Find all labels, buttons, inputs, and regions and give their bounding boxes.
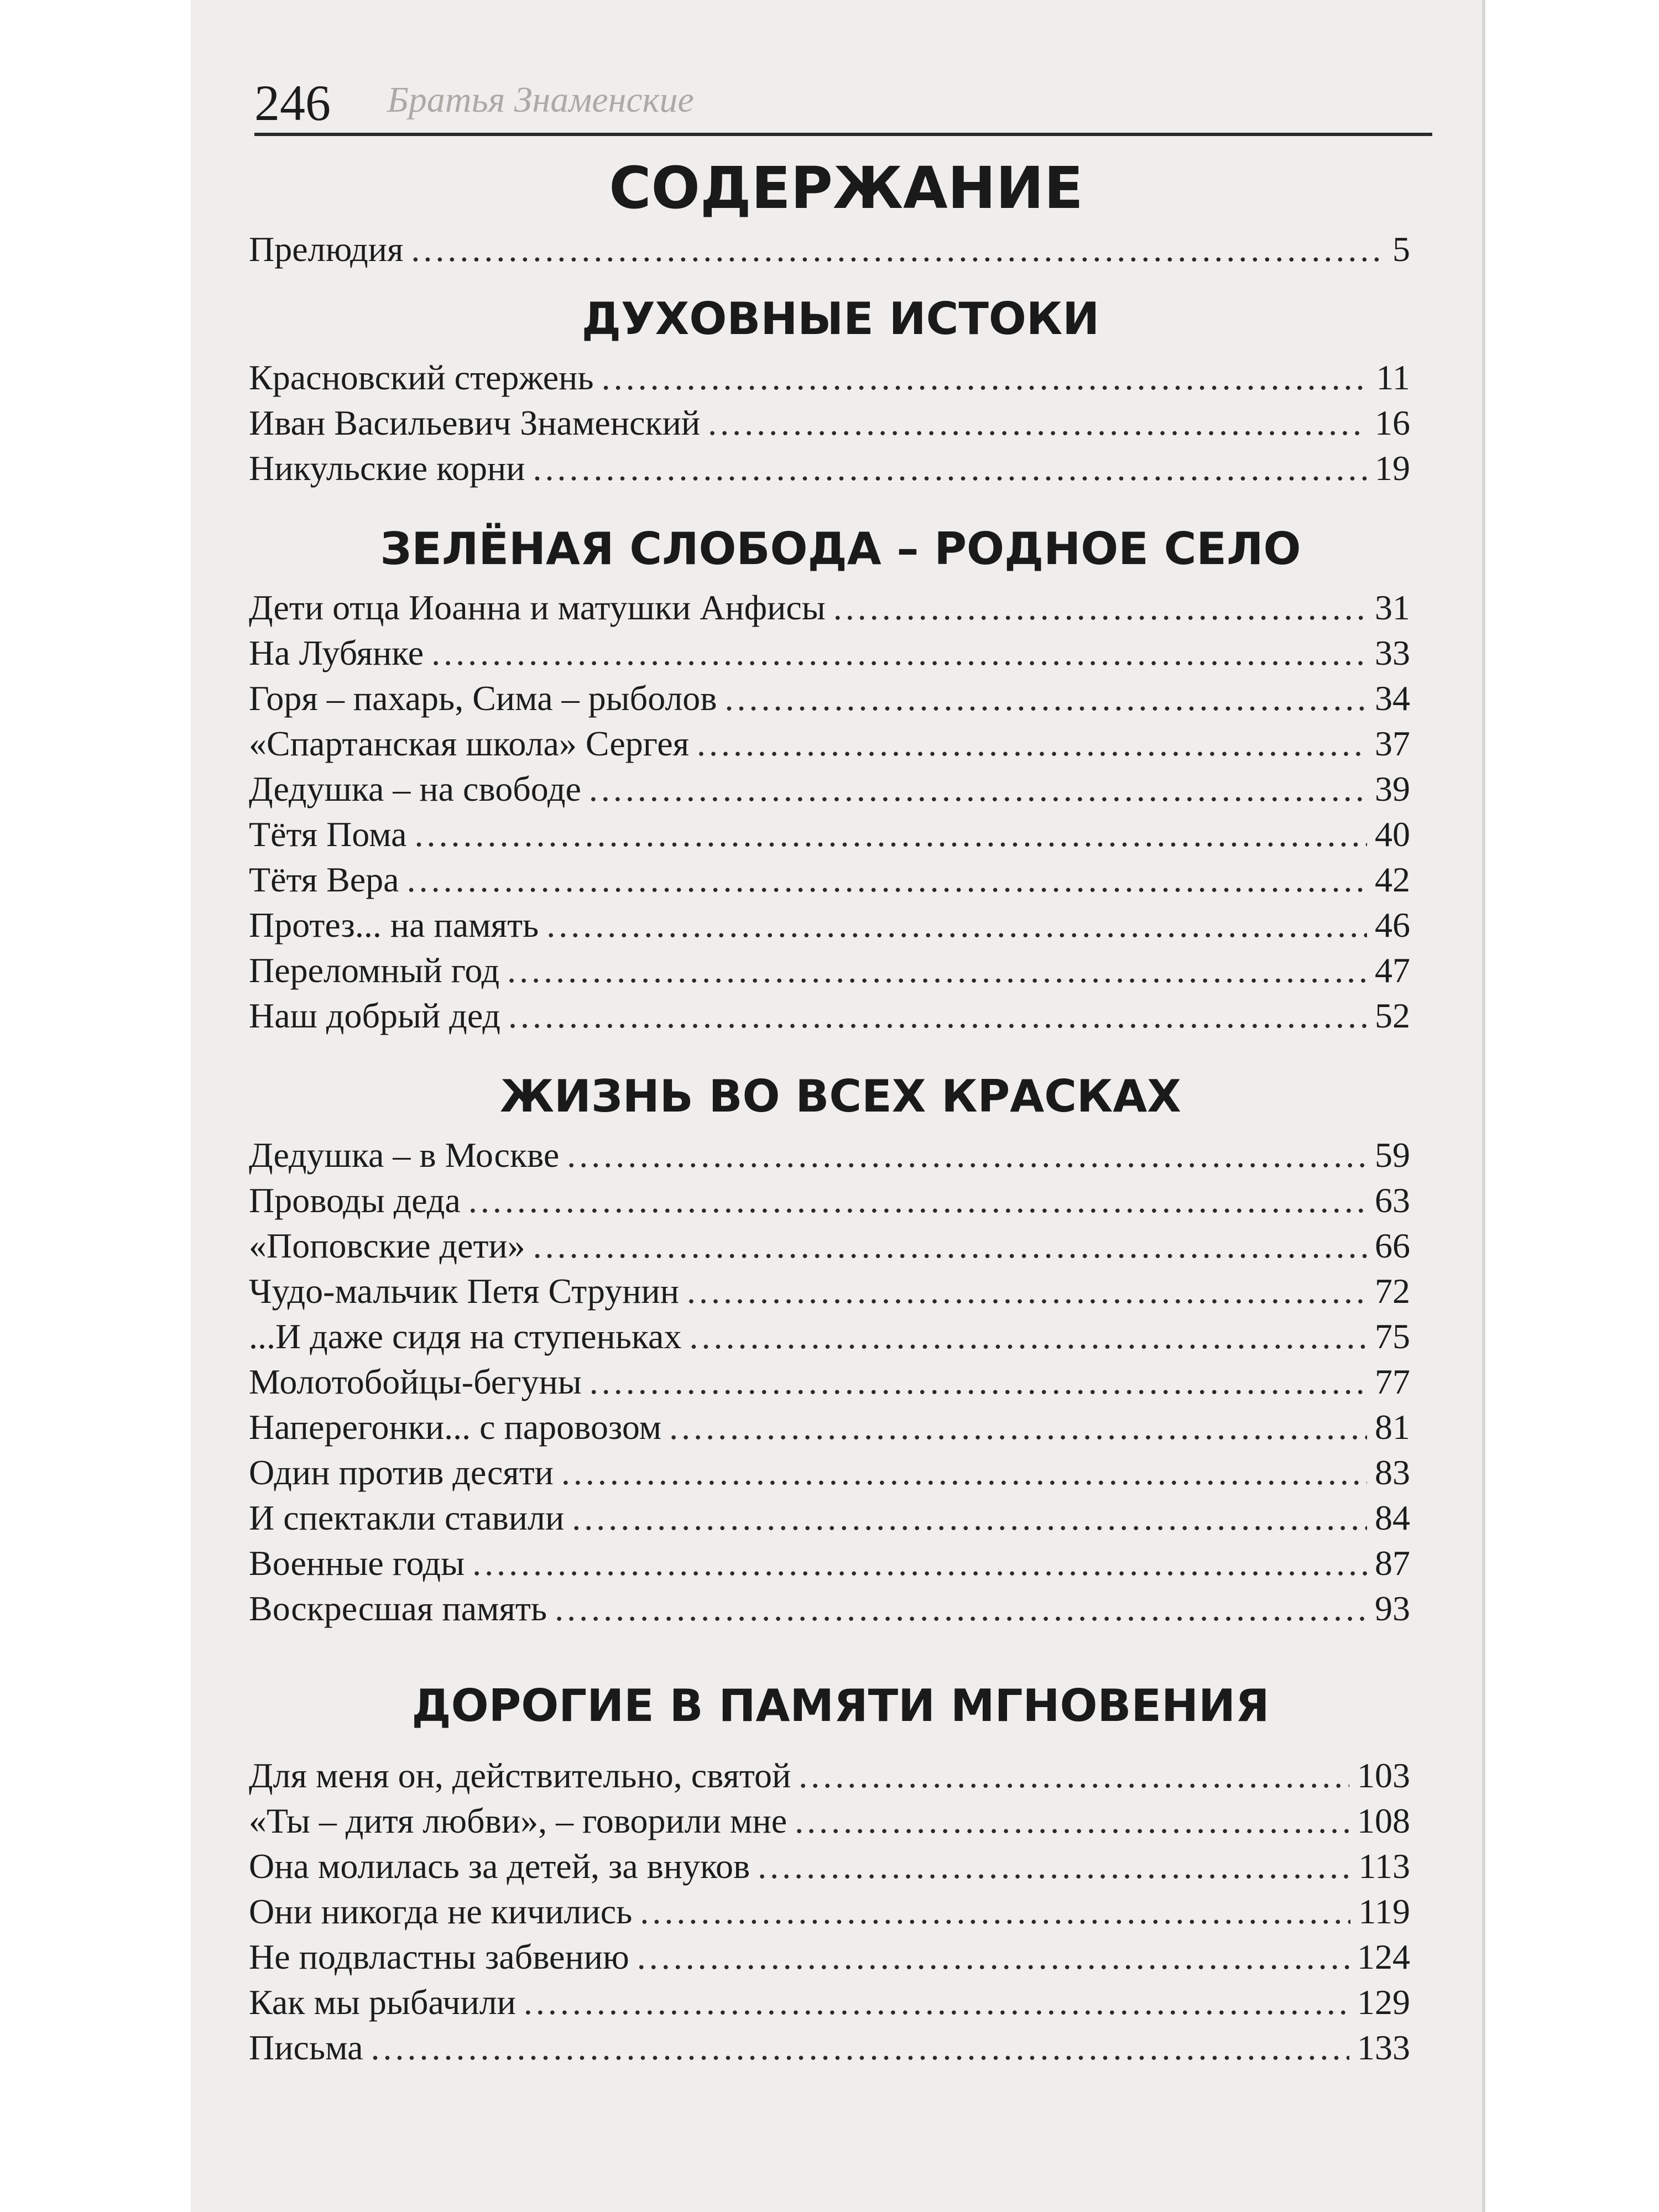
- toc-entry: [249, 446, 1410, 491]
- toc-entry-page: 47: [1375, 951, 1410, 990]
- section-title-spiritual-roots: ДУХОВНЫЕ ИСТОКИ: [581, 293, 1100, 345]
- header-rule: [254, 133, 1432, 136]
- page-edge: [1482, 0, 1485, 2212]
- toc-entry-page: 133: [1357, 2028, 1410, 2067]
- toc-entry: [249, 902, 1410, 948]
- dot-leader: [602, 355, 1369, 400]
- toc-entry-page: 52: [1375, 996, 1410, 1035]
- toc-entry-title: Переломный год: [249, 951, 500, 990]
- toc-entry-page: 33: [1375, 633, 1410, 672]
- toc-entry-title: Наш добрый дед: [249, 996, 500, 1035]
- toc-entry-title: Не подвластны забвению: [249, 1937, 629, 1976]
- toc-entry-page: 129: [1357, 1983, 1410, 2022]
- toc-entry-page: 63: [1375, 1181, 1410, 1220]
- dot-leader: [533, 446, 1367, 491]
- page-header: [254, 72, 1432, 144]
- dot-leader: [589, 766, 1367, 812]
- dot-leader: [468, 1178, 1367, 1223]
- toc-entry-page: 87: [1375, 1543, 1410, 1583]
- toc-entry-page: 42: [1375, 860, 1410, 899]
- toc-entry: [249, 1495, 1410, 1541]
- toc-entry-title: Горя – пахарь, Сима – рыболов: [249, 679, 717, 718]
- toc-entry-title: Проводы деда: [249, 1181, 461, 1220]
- toc-entry: [249, 812, 1410, 857]
- toc-entry: [249, 1450, 1410, 1495]
- toc-entry-page: 59: [1375, 1135, 1410, 1175]
- toc-entry-page: 77: [1375, 1362, 1410, 1401]
- toc-entry: [249, 2025, 1410, 2070]
- toc-entry-page: 124: [1357, 1937, 1410, 1976]
- dot-leader: [431, 630, 1367, 676]
- toc-entry-title: Никульские корни: [249, 448, 525, 488]
- dot-leader: [689, 1314, 1367, 1359]
- running-title: Братья Знаменские: [387, 80, 694, 120]
- toc-entry-page: 119: [1358, 1892, 1410, 1931]
- dot-leader: [567, 1133, 1367, 1178]
- toc-entry-page: 93: [1375, 1589, 1410, 1628]
- toc-entry: [249, 355, 1410, 400]
- dot-leader: [795, 1798, 1349, 1844]
- toc-entry: [249, 1586, 1410, 1631]
- toc-entry-page: 11: [1376, 358, 1410, 397]
- dot-leader: [371, 2025, 1349, 2070]
- toc-entry: [249, 630, 1410, 676]
- toc-entry-title: Они никогда не кичились: [249, 1892, 633, 1931]
- toc-entry-title: «Ты – дитя любви», – говорили мне: [249, 1801, 787, 1840]
- toc-entry-page: 34: [1375, 679, 1410, 718]
- toc-entry-page: 113: [1358, 1846, 1410, 1886]
- toc-entry: [249, 721, 1410, 766]
- toc-entry: [249, 1133, 1410, 1178]
- toc-entry: [249, 676, 1410, 721]
- dot-leader: [589, 1359, 1367, 1405]
- dot-leader: [411, 227, 1380, 272]
- toc-entry-title: Воскресшая память: [249, 1589, 547, 1628]
- toc-entry: [249, 1178, 1410, 1223]
- toc-entry-page: 37: [1375, 724, 1410, 763]
- toc-entry-page: 5: [1392, 229, 1410, 269]
- toc-entry: [249, 1844, 1410, 1889]
- toc-entry: [249, 1798, 1410, 1844]
- toc-entry-title: Дети отца Иоанна и матушки Анфисы: [249, 588, 826, 627]
- toc-entry-title: И спектакли ставили: [249, 1498, 565, 1537]
- section-title-life-in-all-colors: ЖИЗНЬ ВО ВСЕХ КРАСКАХ: [500, 1071, 1181, 1122]
- toc-entry-title: Военные годы: [249, 1543, 465, 1583]
- dot-leader: [572, 1495, 1367, 1541]
- dot-leader: [472, 1541, 1367, 1586]
- dot-leader: [546, 902, 1367, 948]
- toc-entry-title: Чудо-мальчик Петя Струнин: [249, 1271, 679, 1311]
- toc-entry-title: Она молилась за детей, за внуков: [249, 1846, 750, 1886]
- dot-leader: [833, 585, 1367, 630]
- toc-entry-page: 31: [1375, 588, 1410, 627]
- table-of-contents: [249, 149, 1410, 2070]
- toc-entry-title: Протез... на память: [249, 905, 539, 945]
- toc-entry-title: Один против десяти: [249, 1453, 554, 1492]
- toc-entry: [249, 1753, 1410, 1798]
- dot-leader: [533, 1223, 1367, 1269]
- toc-entry: [249, 1934, 1410, 1980]
- toc-entry-title: «Поповские дети»: [249, 1226, 525, 1265]
- dot-leader: [524, 1980, 1349, 2025]
- toc-entry-title: На Лубянке: [249, 633, 424, 672]
- toc-entry-page: 46: [1375, 905, 1410, 945]
- toc-entry: [249, 1359, 1410, 1405]
- toc-entry: [249, 1980, 1410, 2025]
- dot-leader: [669, 1405, 1367, 1450]
- dot-leader: [708, 400, 1367, 446]
- dot-leader: [508, 993, 1367, 1039]
- toc-entry-page: 72: [1375, 1271, 1410, 1311]
- toc-entry-title: Тётя Вера: [249, 860, 399, 899]
- dot-leader: [758, 1844, 1350, 1889]
- toc-entry-title: Для меня он, действительно, святой: [249, 1756, 791, 1795]
- dot-leader: [697, 721, 1367, 766]
- dot-leader: [415, 812, 1367, 857]
- dot-leader: [637, 1934, 1349, 1980]
- dot-leader: [561, 1450, 1367, 1495]
- toc-entry-title: Письма: [249, 2028, 363, 2067]
- page-number: 246: [254, 75, 331, 131]
- toc-entry: [249, 1223, 1410, 1269]
- toc-entry: [249, 1405, 1410, 1450]
- toc-title: СОДЕРЖАНИЕ: [609, 154, 1083, 222]
- dot-leader: [725, 676, 1368, 721]
- toc-entry: [249, 400, 1410, 446]
- toc-entry-page: 81: [1375, 1407, 1410, 1447]
- dot-leader: [555, 1586, 1367, 1631]
- dot-leader: [507, 948, 1367, 993]
- toc-entry-title: Дедушка – на свободе: [249, 769, 581, 808]
- toc-entry: [249, 1314, 1410, 1359]
- toc-entry-page: 16: [1375, 403, 1410, 442]
- dot-leader: [407, 857, 1367, 902]
- toc-entry: [249, 857, 1410, 902]
- toc-entry-title: Прелюдия: [249, 229, 404, 269]
- toc-entry: [249, 585, 1410, 630]
- section-title-green-sloboda: ЗЕЛЁНАЯ СЛОБОДА – РОДНОЕ СЕЛО: [380, 523, 1301, 575]
- toc-entry-title: «Спартанская школа» Сергея: [249, 724, 690, 763]
- toc-entry-title: Красновский стержень: [249, 358, 594, 397]
- toc-entry-page: 83: [1375, 1453, 1410, 1492]
- dot-leader: [799, 1753, 1349, 1798]
- toc-entry-title: Дедушка – в Москве: [249, 1135, 560, 1175]
- toc-entry-page: 66: [1375, 1226, 1410, 1265]
- toc-entry: [249, 1269, 1410, 1314]
- toc-entry-title: Наперегонки... с паровозом: [249, 1407, 662, 1447]
- toc-entry: [249, 1889, 1410, 1934]
- toc-entry: [249, 993, 1410, 1039]
- toc-entry-page: 40: [1375, 815, 1410, 854]
- toc-entry-page: 108: [1357, 1801, 1410, 1840]
- toc-entry-page: 19: [1375, 448, 1410, 488]
- dot-leader: [687, 1269, 1367, 1314]
- toc-entry-page: 75: [1375, 1317, 1410, 1356]
- toc-entry: [249, 766, 1410, 812]
- toc-entry-page: 84: [1375, 1498, 1410, 1537]
- section-title-precious-moments: ДОРОГИЕ В ПАМЯТИ МГНОВЕНИЯ: [411, 1680, 1270, 1731]
- toc-entry-page: 39: [1375, 769, 1410, 808]
- toc-entry-title: Иван Васильевич Знаменский: [249, 403, 701, 442]
- toc-entry-page: 103: [1357, 1756, 1410, 1795]
- toc-entry-prelude: [249, 227, 1410, 272]
- toc-entry-title: ...И даже сидя на ступеньках: [249, 1317, 682, 1356]
- dot-leader: [640, 1889, 1350, 1934]
- toc-entry-title: Как мы рыбачили: [249, 1983, 516, 2022]
- toc-entry: [249, 1541, 1410, 1586]
- toc-entry-title: Молотобойцы-бегуны: [249, 1362, 582, 1401]
- toc-entry-title: Тётя Пома: [249, 815, 407, 854]
- toc-entry: [249, 948, 1410, 993]
